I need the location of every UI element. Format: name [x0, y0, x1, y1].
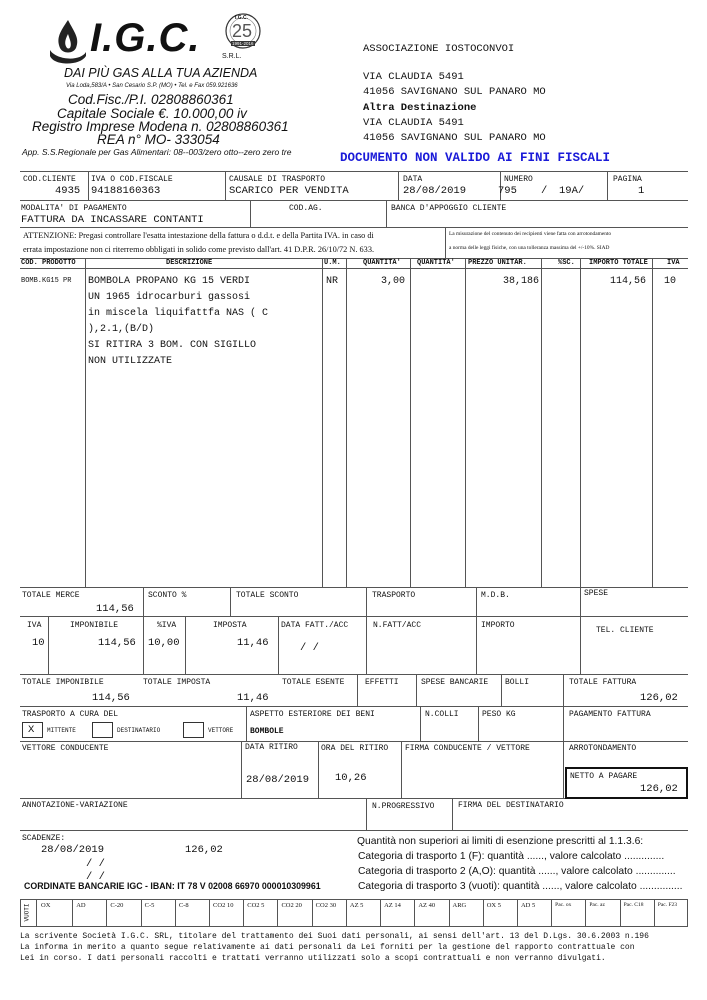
ora-label: ORA DEL RITIRO: [321, 744, 389, 753]
gas-code-cell: [449, 900, 483, 926]
iva-value: 94188160363: [91, 185, 161, 197]
dest-title: Altra Destinazione: [363, 102, 477, 114]
coordinate-bancarie: CORDINATE BANCARIE IGC - IBAN: IT 78 V 02008 66970 000010309961: [24, 881, 321, 891]
scadenza-date-3: / /: [86, 871, 105, 883]
logo-text: I.G.C.: [90, 16, 201, 60]
company-registro: Registro Imprese Modena n. 02808860361: [32, 119, 289, 134]
row-importo: 114,56: [610, 276, 647, 287]
gas-code-cell: [312, 900, 346, 926]
cod-cliente: 4935: [55, 185, 81, 197]
totale-sconto-label: TOTALE SCONTO: [236, 591, 299, 600]
gas-code-label: AZ 40: [418, 902, 436, 909]
vuoti-label: VUOTI: [21, 900, 37, 926]
gas-code-cell: [243, 900, 277, 926]
ncolli-label: N.COLLI: [425, 710, 459, 719]
annotazione-label: ANNOTAZIONE-VARIAZIONE: [22, 801, 128, 810]
mittente-checkbox[interactable]: [22, 722, 43, 738]
gas-code-label: Pac. C18: [623, 902, 644, 908]
logo-suffix: S.R.L.: [222, 53, 242, 60]
gas-code-label: C-8: [178, 902, 189, 909]
mittente-label: MITTENTE: [47, 727, 76, 734]
trasporto-label: TRASPORTO: [372, 591, 416, 600]
th-qta1: QUANTITA': [363, 259, 401, 267]
gas-code-label: CO2 20: [281, 902, 302, 909]
gas-code-cell: [346, 900, 380, 926]
aspetto-label: ASPETTO ESTERIORE DEI BENI: [250, 710, 375, 719]
netto-label: NETTO A PAGARE: [570, 772, 638, 781]
cura-label: TRASPORTO A CURA DEL: [22, 710, 119, 719]
totale-merce: 114,56: [96, 603, 134, 615]
row-desc-line: BOMBOLA PROPANO KG 15 VERDI: [88, 276, 251, 287]
privacy-line-2: La informa in merito a quanto segue relativamente ai dati personali da Lei forniti per la gestione del rapporto contrattuale con: [20, 943, 635, 952]
cod-ag-label: COD.AG.: [289, 204, 323, 213]
row-desc-line: UN 1965 idrocarburi gassosi: [88, 292, 251, 303]
numero-sep: /: [541, 185, 548, 197]
spese-bancarie-label: SPESE BANCARIE: [421, 678, 489, 687]
company-capitale: Capitale Sociale €. 10.000,00 iv: [57, 106, 247, 121]
invalid-notice: DOCUMENTO NON VALIDO AI FINI FISCALI: [340, 151, 611, 165]
attention-line1: ATTENZIONE: Pregasi controllare l'esatta intestazione della fattura o d.d.t. e della Partita IVA. in caso di: [23, 231, 374, 240]
adr-line-2: Categoria di trasporto 2 (A,O): quantità ......, valore calcolato ..............: [358, 866, 676, 877]
gas-code-cell: [72, 900, 106, 926]
causale-label: CAUSALE DI TRASPORTO: [229, 175, 326, 184]
gas-code-label: Pac. ox: [555, 902, 572, 908]
scadenza-amount-1: 126,02: [185, 844, 223, 856]
totale-merce-label: TOTALE MERCE: [22, 591, 80, 600]
gas-code-label: C-5: [144, 902, 155, 909]
ora-value: 10,26: [335, 772, 367, 784]
gas-code-cell: [620, 900, 654, 926]
gas-code-cell: [483, 900, 517, 926]
company-app: App. S.S.Regionale per Gas Alimentari: 08--003/zero otto--zero zero tre: [22, 147, 292, 157]
th-cod: COD. PRODOTTO: [21, 259, 76, 267]
tot-fattura-label: TOTALE FATTURA: [569, 678, 637, 687]
imposta-value: 11,46: [237, 637, 269, 649]
gas-code-label: AD 5: [520, 902, 536, 909]
imposta-label: IMPOSTA: [213, 621, 247, 630]
firma-conducente-label: FIRMA CONDUCENTE / VETTORE: [405, 744, 530, 753]
gas-code-label: AZ 14: [384, 902, 401, 909]
recipient-name: ASSOCIAZIONE IOSTOCONVOI: [363, 43, 515, 55]
flame-hand-icon: [48, 16, 88, 66]
peso-label: PESO KG: [482, 710, 516, 719]
gas-codes-strip: [20, 899, 688, 927]
gas-code-label: CO2 10: [213, 902, 234, 909]
company-cod-fisc: Cod.Fisc./P.I. 02808860361: [68, 92, 234, 107]
th-qta2: QUANTITA': [417, 259, 455, 267]
adr-title: Quantità non superiori ai limiti di esenzione prescritti al 1.1.3.6:: [357, 836, 644, 847]
gas-code-cell: [175, 900, 209, 926]
imponibile-label: IMPONIBILE: [70, 621, 119, 630]
gas-code-cell: [141, 900, 175, 926]
data-label: DATA: [403, 175, 423, 184]
destinatario-label: DESTINATARIO: [117, 727, 161, 734]
effetti-label: EFFETTI: [365, 678, 399, 687]
th-sc: %SC.: [558, 259, 575, 267]
modalita-label: MODALITA' DI PAGAMENTO: [21, 204, 127, 213]
th-iva: IVA: [667, 259, 680, 267]
badge-text: I.G.C.: [235, 15, 249, 21]
gas-code-cell: [277, 900, 311, 926]
row-desc-line: SI RITIRA 3 BOM. CON SIGILLO: [88, 340, 257, 351]
sconto-label: SCONTO %: [148, 591, 187, 600]
th-um: U.M.: [324, 259, 341, 267]
gas-code-label: AZ 5: [349, 902, 364, 909]
gas-code-cell: [517, 900, 551, 926]
iva-col-label: IVA: [27, 621, 42, 630]
netto-value: 126,02: [640, 783, 678, 795]
gas-code-cell: [209, 900, 243, 926]
vettore-conducente-label: VETTORE CONDUCENTE: [22, 744, 109, 753]
company-logo: [48, 12, 298, 67]
gas-code-cell: [654, 900, 688, 926]
modalita-value: FATTURA DA INCASSARE CONTANTI: [21, 214, 204, 226]
dest-addr1: VIA CLAUDIA 5491: [363, 117, 464, 129]
spese-label: SPESE: [584, 589, 609, 598]
th-prezzo: PREZZO UNITAR.: [468, 259, 527, 267]
dest-addr2: 41056 SAVIGNANO SUL PANARO MO: [363, 132, 546, 144]
cod-cliente-label: COD.CLIENTE: [23, 175, 76, 184]
piva-label: %IVA: [157, 621, 177, 630]
vettore-checkbox[interactable]: [183, 722, 204, 738]
scadenze-label: SCADENZE:: [22, 834, 66, 843]
company-rea: REA n° MO- 333054: [97, 132, 220, 147]
gas-code-label: AD: [76, 902, 86, 909]
gas-code-label: ARG: [452, 902, 467, 909]
recipient-addr1: VIA CLAUDIA 5491: [363, 71, 464, 83]
recipient-addr2: 41056 SAVIGNANO SUL PANARO MO: [363, 86, 546, 98]
th-importo: IMPORTO TOTALE: [589, 259, 648, 267]
mittente-mark: X: [28, 724, 35, 736]
gas-code-cell: [585, 900, 619, 926]
badge-years: 1991-2016: [232, 41, 254, 46]
company-address: Via Loda,583/A • San Cesario S.P. (MO) • Tel. e Fax 059.921636: [66, 83, 238, 89]
mdb-label: M.D.B.: [481, 591, 510, 600]
gas-code-label: OX 5: [486, 902, 501, 909]
pagina-value: 1: [638, 185, 645, 197]
gas-code-label: CO2 5: [247, 902, 265, 909]
scadenza-date-2: / /: [86, 858, 105, 870]
tel-cliente-label: TEL. CLIENTE: [596, 626, 654, 635]
adr-line-3: Categoria di trasporto 3 (vuoti): quantità ......, valore calcolato ...............: [358, 881, 683, 892]
scadenza-date-1: 28/08/2019: [41, 844, 105, 856]
firma-dest-label: FIRMA DEL DESTINATARIO: [458, 801, 564, 810]
bolli-label: BOLLI: [505, 678, 530, 687]
causale-value: SCARICO PER VENDITA: [229, 185, 349, 197]
gas-code-label: CO2 30: [315, 902, 337, 909]
gas-code-cell: [106, 900, 140, 926]
row-prezzo: 38,186: [503, 276, 540, 287]
attention-line2: errata impostazione non ci riterremo obbligati in solido come previsto dall'art. 41 D.P.R. 26/10/72 N. 633.: [23, 245, 375, 254]
row-cod: BOMB.KG15 PR: [21, 277, 72, 285]
netto-box: [565, 767, 688, 799]
gas-code-label: Pac. F23: [657, 902, 678, 908]
tot-esente-label: TOTALE ESENTE: [282, 678, 345, 687]
attention-right1: La misurazione del contenuto dei recipienti viene fatta con arrotondamento: [449, 231, 612, 237]
gas-code-cell: [414, 900, 448, 926]
banca-label: BANCA D'APPOGGIO CLIENTE: [391, 204, 507, 213]
row-qta: 3,00: [381, 276, 406, 287]
gas-code-label: C-20: [110, 902, 124, 909]
numero-label: NUMERO: [504, 175, 533, 184]
gas-code-label: Pac. az: [589, 902, 605, 908]
progressivo-label: N.PROGRESSIVO: [372, 802, 435, 811]
gas-code-cell: [38, 900, 72, 926]
data-fatt-label: DATA FATT./ACC: [281, 621, 349, 630]
row-iva: 10: [664, 276, 677, 287]
data-ritiro: 28/08/2019: [246, 774, 310, 786]
privacy-line-3: Lei in corso. I dati personali raccolti e trattati verranno utilizzati solo a scopi contrattuali e non verranno divulgati.: [20, 954, 606, 963]
data-fatt-value: / /: [300, 642, 319, 654]
importo-label: IMPORTO: [481, 621, 515, 630]
gas-code-cell: [380, 900, 414, 926]
tot-imposta: 11,46: [237, 692, 269, 704]
tot-imponibile: 114,56: [92, 692, 130, 704]
nfatt-label: N.FATT/ACC: [373, 621, 422, 630]
attention-right2: a norma delle leggi fisiche, con una tolleranza massima del +/-10%. SIAD: [449, 245, 610, 251]
badge-number: 25: [232, 21, 253, 41]
numero-value: 795: [498, 185, 517, 197]
row-desc-line: in miscela liquifattfa NAS ( C: [88, 308, 269, 319]
imponibile-value: 114,56: [98, 637, 136, 649]
tot-fattura: 126,02: [640, 692, 678, 704]
pagina-label: PAGINA: [613, 175, 642, 184]
company-slogan: DAI PIÙ GAS ALLA TUA AZIENDA: [64, 66, 258, 80]
gas-code-cell: [551, 900, 585, 926]
row-um: NR: [326, 276, 339, 287]
adr-line-1: Categoria di trasporto 1 (F): quantità ......, valore calcolato ..............: [358, 851, 665, 862]
privacy-line-1: La scrivente Società I.G.C. SRL, titolare del trattamento dei Suoi dati personali, ai sensi dell'art. 13 del D.Lgs. 30.6.2003 n.196: [20, 932, 649, 941]
iva-col-value: 10: [32, 637, 45, 649]
gas-code-label: OX: [41, 902, 51, 909]
piva-value: 10,00: [148, 637, 180, 649]
row-desc-line: ),2.1,(B/D): [88, 324, 155, 335]
data-value: 28/08/2019: [403, 185, 467, 197]
iva-label: IVA O COD.FISCALE: [91, 175, 173, 184]
destinatario-checkbox[interactable]: [92, 722, 113, 738]
row-desc-line: NON UTILIZZATE: [88, 356, 173, 367]
pagamento-label: PAGAMENTO FATTURA: [569, 710, 651, 719]
th-desc: DESCRIZIONE: [166, 259, 213, 267]
aspetto-value: BOMBOLE: [250, 727, 284, 736]
vettore-label: VETTORE: [208, 727, 234, 734]
tot-imposta-label: TOTALE IMPOSTA: [143, 678, 211, 687]
tot-imponibile-label: TOTALE IMPONIBILE: [22, 678, 104, 687]
arrotondamento-label: ARROTONDAMENTO: [569, 744, 637, 753]
numero-suffix: 19A/: [559, 185, 585, 197]
data-ritiro-label: DATA RITIRO: [245, 743, 298, 752]
